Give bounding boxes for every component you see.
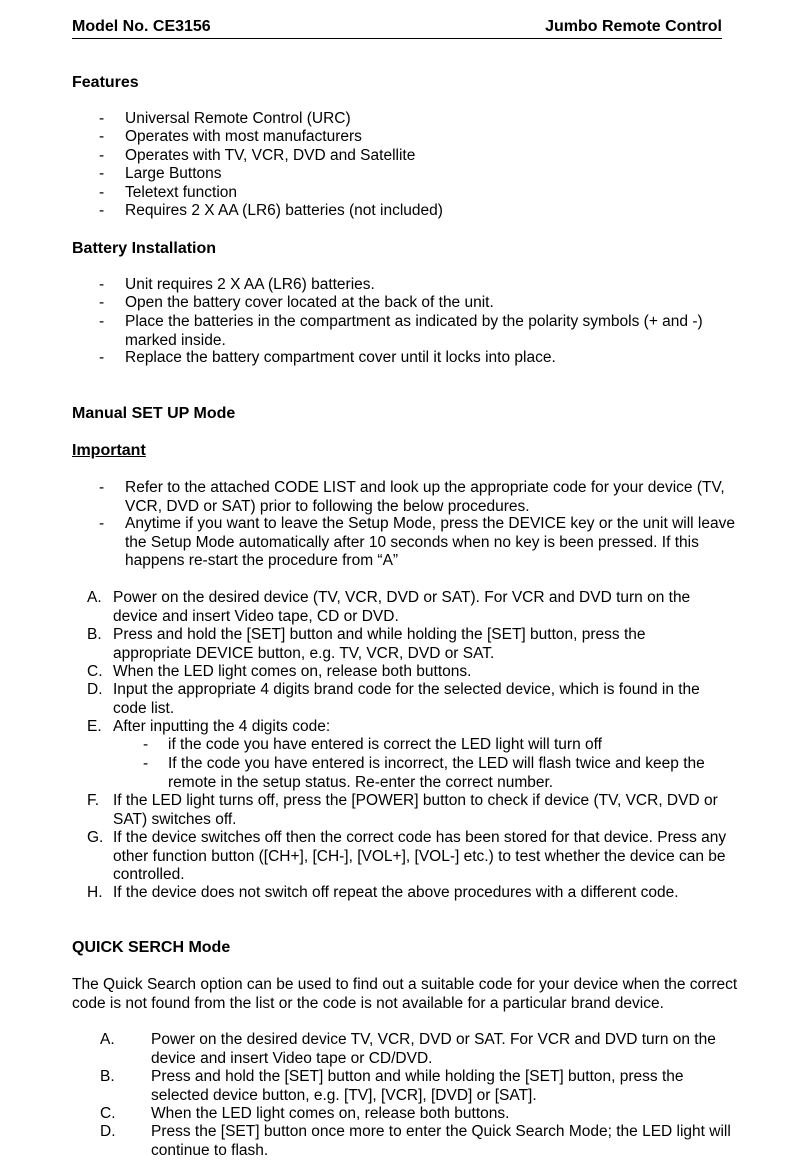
step-text: Press and hold the [SET] button and while holding the [SET] button, press the selected device button, e.g. [TV], [VCR], [DVD] or [SAT].	[151, 1068, 684, 1104]
list-item: Requires 2 X AA (LR6) batteries (not included)	[125, 202, 443, 219]
quick-search-heading: QUICK SERCH Mode	[72, 939, 231, 956]
step-label: A.	[87, 589, 102, 606]
list-item: Operates with most manufacturers	[125, 128, 362, 145]
list-item: Large Buttons	[125, 165, 222, 182]
product-name: Jumbo Remote Control	[545, 18, 722, 35]
bullet: -	[99, 276, 105, 293]
list-item: Universal Remote Control (URC)	[125, 110, 351, 127]
step-text: Press and hold the [SET] button and while holding the [SET] button, press the appropriate DEVICE button, e.g. TV, VCR, DVD or SAT.	[113, 626, 646, 662]
step-label: C.	[100, 1105, 116, 1122]
sub-item: if the code you have entered is correct the LED light will turn off	[168, 736, 602, 753]
quick-search-intro: The Quick Search option can be used to find out a suitable code for your device when the correct code is not found from the list or the code is not available for a particular brand device.	[72, 976, 738, 1012]
step-text: If the device switches off then the correct code has been stored for that device. Press any other function button ([CH+], [CH-], [VOL+], [VOL-] etc.) to test whether the device can be controlled.	[113, 829, 727, 883]
list-item: Operates with TV, VCR, DVD and Satellite	[125, 147, 416, 164]
step-label: C.	[87, 663, 103, 680]
step-label: B.	[100, 1068, 115, 1085]
step-text: Input the appropriate 4 digits brand code for the selected device, which is found in the code list.	[113, 681, 700, 717]
step-label: B.	[87, 626, 102, 643]
bullet: -	[99, 147, 105, 164]
important-heading: Important	[72, 442, 146, 459]
list-item: Replace the battery compartment cover until it locks into place.	[125, 349, 556, 366]
step-label: E.	[87, 718, 102, 735]
bullet: -	[99, 349, 105, 366]
bullet: -	[99, 313, 105, 330]
bullet: -	[99, 110, 105, 127]
bullet: -	[99, 515, 105, 532]
step-label: A.	[100, 1031, 115, 1048]
step-text: Press the [SET] button once more to enter the Quick Search Mode; the LED light will continue to flash.	[151, 1123, 731, 1159]
step-text: After inputting the 4 digits code:	[113, 718, 331, 735]
bullet: -	[99, 479, 105, 496]
list-item: Refer to the attached CODE LIST and look up the appropriate code for your device (TV, VCR, DVD or SAT) prior to following the below procedures.	[125, 479, 725, 515]
list-item: Teletext function	[125, 184, 238, 201]
step-label: F.	[87, 792, 100, 809]
list-item: Unit requires 2 X AA (LR6) batteries.	[125, 276, 375, 293]
step-text: If the LED light turns off, press the [POWER] button to check if device (TV, VCR, DVD or SAT) switches off.	[113, 792, 718, 828]
bullet: -	[99, 294, 105, 311]
bullet: -	[143, 736, 149, 753]
step-label: D.	[87, 681, 103, 698]
sub-item: If the code you have entered is incorrect, the LED will flash twice and keep the remote in the setup status. Re-enter the correct number.	[168, 755, 705, 791]
page-header	[72, 17, 722, 39]
bullet: -	[99, 128, 105, 145]
list-item: Open the battery cover located at the back of the unit.	[125, 294, 494, 311]
step-text: When the LED light comes on, release both buttons.	[151, 1105, 510, 1122]
list-item: Anytime if you want to leave the Setup Mode, press the DEVICE key or the unit will leave the Setup Mode automatically after 10 seconds when no key is been pressed. If this happens re-start the procedure from “A”	[125, 515, 735, 569]
step-text: Power on the desired device (TV, VCR, DVD or SAT). For VCR and DVD turn on the device and insert Video tape, CD or DVD.	[113, 589, 691, 625]
bullet: -	[143, 755, 149, 772]
step-label: D.	[100, 1123, 116, 1140]
step-text: When the LED light comes on, release both buttons.	[113, 663, 472, 680]
step-text: Power on the desired device TV, VCR, DVD or SAT. For VCR and DVD turn on the device and insert Video tape or CD/DVD.	[151, 1031, 716, 1067]
bullet: -	[99, 202, 105, 219]
step-label: G.	[87, 829, 104, 846]
model-number: Model No. CE3156	[72, 18, 211, 35]
list-item: Place the batteries in the compartment as indicated by the polarity symbols (+ and -) marked inside.	[125, 313, 703, 349]
battery-heading: Battery Installation	[72, 240, 217, 257]
features-heading: Features	[72, 74, 139, 91]
step-text: If the device does not switch off repeat the above procedures with a different code.	[113, 884, 679, 901]
bullet: -	[99, 184, 105, 201]
step-label: H.	[87, 884, 103, 901]
bullet: -	[99, 165, 105, 182]
manual-setup-heading: Manual SET UP Mode	[72, 405, 236, 422]
